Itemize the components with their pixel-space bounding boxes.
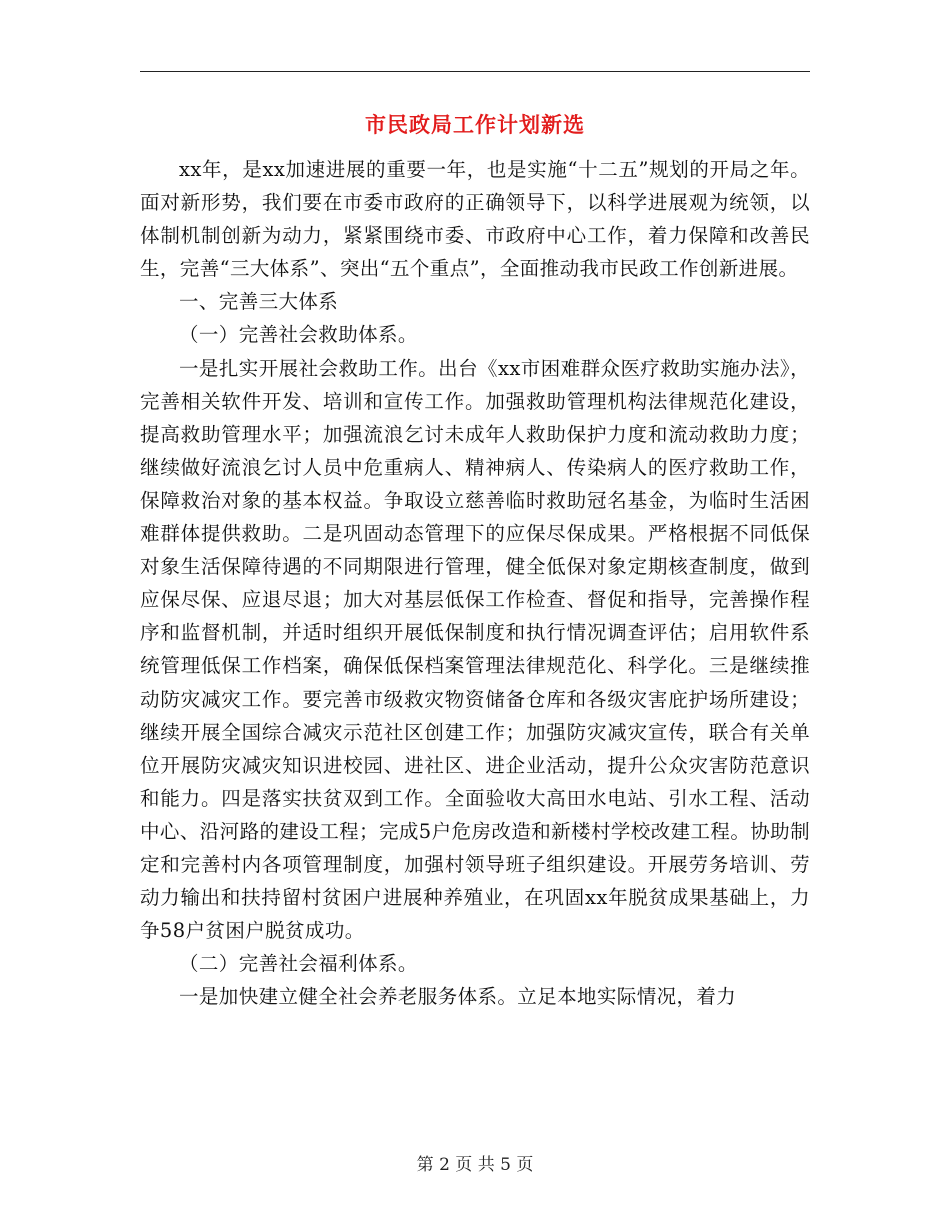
page-footer <box>140 1153 810 1177</box>
section-heading: 一、完善三大体系 <box>179 290 339 314</box>
body-paragraph: 一是加快建立健全社会养老服务体系。立足本地实际情况，着力 <box>179 985 737 1009</box>
body-paragraph: 一是扎实开展社会救助工作。出台《xx市困难群众医疗救助实施办法》，完善相关软件开发、培训和宣传工作。加强救助管理机构法律规范化建设，提高救助管理水平；加强流浪乞讨未成年人救助保护力度和流动救助力度；继续做好流浪乞讨人员中危重病人、精神病人、传染病人的医疗救助工作，保障救治对象的基本权益。争取设立慈善临时救助冠名基金，为临时生活困难群体提供救助。二是巩固动态管理下的应保尽保成果。严格根据不同低保对象生活保障待遇的不同期限进行管理，健全低保对象定期核查制度，做到应保尽保、应退尽退；加大对基层低保工作检查、督促和指导，完善操作程序和监督机制，并适时组织开展低保制度和执行情况调查评估；启用软件系统管理低保工作档案，确保低保档案管理法律规范化、科学化。三是继续推动防灾减灾工作。要完善市级救灾物资储备仓库和各级灾害庇护场所建设；继续开展全国综合减灾示范社区创建工作；加强防灾减灾宣传，联合有关单位开展防灾减灾知识进校园、进社区、进企业活动，提升公众灾害防范意识和能力。四是落实扶贫双到工作。全面验收大高田水电站、引水工程、活动中心、沿河路的建设工程；完成5户危房改造和新楼村学校改建工程。协助制定和完善村内各项管理制度，加强村领导班子组织建设。开展劳务培训、劳动力输出和扶持留村贫困户进展种养殖业，在巩固xx年脱贫成果基础上，力争58户贫困户脱贫成功。 <box>140 356 810 943</box>
intro-paragraph: xx年，是xx加速进展的重要一年，也是实施“十二五”规划的开局之年。面对新形势，我们要在市委市政府的正确领导下，以科学进展观为统领，以体制机制创新为动力，紧紧围绕市委、市政府中心工作，着力保障和改善民生，完善“三大体系”、突出“五个重点”，全面推动我市民政工作创新进展。 <box>140 158 810 281</box>
subsection-heading: （二）完善社会福利体系。 <box>179 952 418 976</box>
header-rule <box>140 71 810 72</box>
subsection-heading: （一）完善社会救助体系。 <box>179 323 418 347</box>
document-title: 市民政局工作计划新选 <box>365 112 585 137</box>
page-number: 第 2 页 共 5 页 <box>416 1155 534 1175</box>
document-body <box>140 153 810 1013</box>
